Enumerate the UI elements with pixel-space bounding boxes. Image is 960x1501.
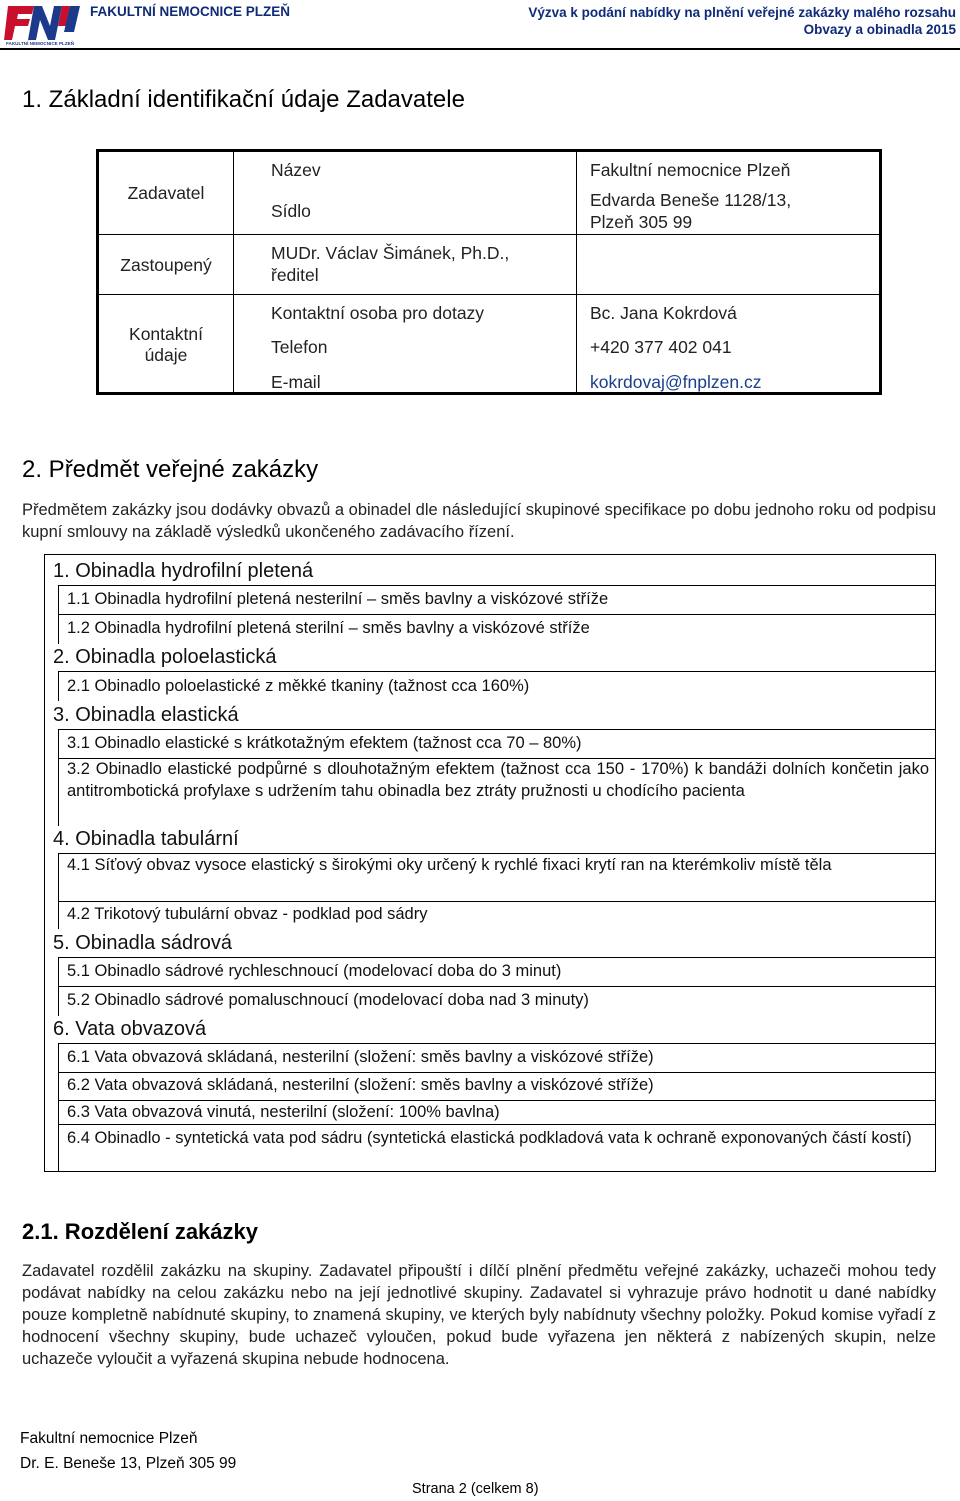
header-doc-title [528,4,956,38]
table-divider [233,152,234,392]
section-2-1-title: 2.1. Rozdělení zakázky [22,1219,258,1244]
identification-table [96,149,882,395]
item-2-1: 2.1 Obinadlo poloelastické z měkké tkaniny (tažnost cca 160%) [67,677,530,695]
table-divider [576,152,577,392]
table-divider [99,234,879,235]
header-divider [0,48,960,50]
kontaktni-udaje-label: Kontaktní údaje [129,324,203,365]
section-2-title: 2. Předmět veřejné zakázky [22,456,319,483]
nazev-value: Fakultní nemocnice Plzeň [590,160,791,180]
item-6-2: 6.2 Vata obvazová skládaná, nesterilní (složení: směs bavlny a viskózové stříže) [67,1076,654,1094]
kontakt-value: Bc. Jana Kokrdová [590,303,737,323]
zastoupeny-label: Zastoupený [120,255,212,275]
zastoupeny-name: MUDr. Václav Šimánek, Ph.D., [271,243,510,263]
sidlo-label: Sídlo [271,201,311,221]
item-divider [59,614,935,615]
group-4-title: 4. Obinadla tabulární [53,828,239,850]
section-1-title: 1. Základní identifikační údaje Zadavatele [22,86,465,113]
item-1-2: 1.2 Obinadla hydrofilní pletená sterilní – směs bavlny a viskózové stříže [67,619,590,637]
item-divider [59,901,935,902]
item-divider [59,1124,935,1125]
page-number: Strana 2 (celkem 8) [412,1481,539,1497]
group-5-title: 5. Obinadla sádrová [53,932,233,954]
sidlo-value-street: Edvarda Beneše 1128/13, [590,190,792,210]
section-2-intro: Předmětem zakázky jsou dodávky obvazů a obinadel dle následující skupinové specifikace po dobu jednoho roku od podpisu kupní smlouvy na základě výsledků ukončeného zadávacího řízení. [22,501,936,541]
group-2-title: 2. Obinadla poloelastická [53,646,277,668]
kontakt-label: Kontaktní osoba pro dotazy [271,303,485,323]
footer-organization: Fakultní nemocnice Plzeň [20,1430,198,1447]
footer-address: Dr. E. Beneše 13, Plzeň 305 99 [20,1455,237,1472]
section-2-1-text: Zadavatel rozdělil zakázku na skupiny. Zadavatel připouští i dílčí plnění předmětu veřejné zakázky, uchazeči mohou tedy podávat nabídky na celou zakázku nebo na její jednotlivé skupiny. Zadavatel si vyhrazuje právo hodnotit u dané nabídky pouze kompletně nabídnuté skupiny, to znamená skupiny, ve kterých byly nabídnuty všechny položky. Pokud komise vyřadí z hodnocení všechny skupiny, bude uchazeč vyloučen, pokud bude vyřazena jen některá z nabízených skupin, nelze uchazeče vyloučit a vyřazená skupina nebude hodnocena. [22,1262,936,1368]
item-divider [59,986,935,987]
group-3-title: 3. Obinadla elastická [53,704,239,726]
item-divider [59,1072,935,1073]
zastoupeny-role: ředitel [271,265,319,285]
item-6-1: 6.1 Vata obvazová skládaná, nesterilní (složení: směs bavlny a viskózové stříže) [67,1048,654,1066]
item-4-2: 4.2 Trikotový tubulární obvaz - podklad pod sádry [67,905,428,923]
item-1-1: 1.1 Obinadla hydrofilní pletená nesterilní – směs bavlny a viskózové stříže [67,590,609,608]
group-6-title: 6. Vata obvazová [53,1018,207,1040]
nazev-label: Název [271,160,321,180]
item-6-4: 6.4 Obinadlo - syntetická vata pod sádru (syntetická elastická podkladová vata k ochraně exponovaných částí kostí) [67,1129,912,1147]
header-title-line: Výzva k podání nabídky na plnění veřejné zakázky malého rozsahu [528,5,956,20]
email-link[interactable]: kokrdovaj@fnplzen.cz [590,372,762,392]
group-1-title: 1. Obinadla hydrofilní pletená [53,560,314,582]
header-hospital-name: FAKULTNÍ NEMOCNICE PLZEŇ [90,4,290,19]
item-3-1: 3.1 Obinadlo elastické s krátkotažným efektem (tažnost cca 70 – 80%) [67,734,582,752]
hospital-logo [4,2,82,46]
header-subtitle-line: Obvazy a obinadla 2015 [803,22,956,37]
telefon-value: +420 377 402 041 [590,337,732,357]
logo-caption: FAKULTNÍ NEMOCNICE PLZEŇ [6,41,75,46]
item-6-3: 6.3 Vata obvazová vinutá, nesterilní (složení: 100% bavlna) [67,1103,500,1121]
table-divider [99,294,879,295]
zadavatel-label: Zadavatel [127,183,205,203]
sidlo-value-city: Plzeň 305 99 [590,212,693,232]
email-label: E-mail [271,372,321,392]
item-4-1: 4.1 Síťový obvaz vysoce elastický s širokými oky určený k rychlé fixaci krytí ran na kterémkoliv místě těla [67,856,832,874]
item-5-2: 5.2 Obinadlo sádrové pomaluschnoucí (modelovací doba nad 3 minuty) [67,991,589,1009]
subject-specification-table [44,554,936,1172]
item-5-1: 5.1 Obinadlo sádrové rychleschnoucí (modelovací doba do 3 minut) [67,962,562,980]
item-3-2: 3.2 Obinadlo elastické podpůrné s dlouhotažným efektem (tažnost cca 150 - 170%) k bandáži dolních končetin jako antitrombotická profylaxe s udržením tahu obinadla bez ztráty pružnosti u chodícího pacienta [67,760,929,800]
telefon-label: Telefon [271,337,328,357]
